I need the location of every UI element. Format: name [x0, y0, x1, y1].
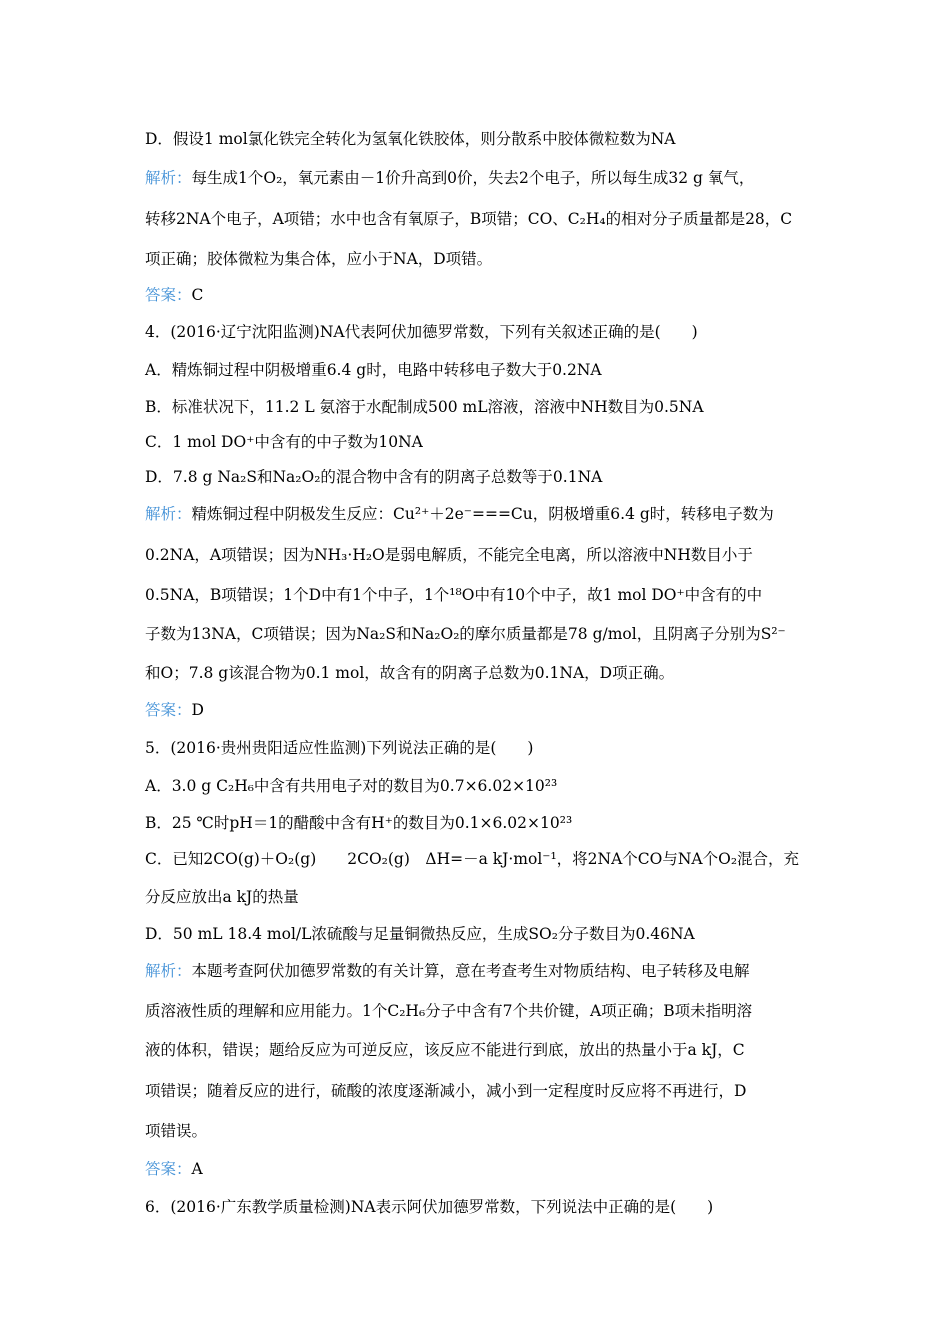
line-text: 6．(2016·广东教学质量检测)NA表示阿伏加德罗常数，下列说法中正确的是( ) [145, 1198, 714, 1216]
section-label: 解析： [145, 505, 192, 523]
answer-line [145, 1159, 203, 1179]
text-line [145, 1001, 752, 1021]
analysis-line [145, 961, 750, 981]
section-label: 解析： [145, 962, 192, 980]
text-line [145, 1081, 746, 1101]
text-line [145, 887, 299, 907]
line-text: 子数为13NA，C项错误；因为Na₂S和Na₂O₂的摩尔质量都是78 g/mol，且阴离子分别为S²⁻ [145, 625, 786, 643]
line-text: B．标准状况下，11.2 L 氨溶于水配制成500 mL溶液，溶液中NH数目为0.5NA [145, 398, 704, 416]
line-text: 0.5NA，B项错误；1个D中有1个中子，1个¹⁸O中有10个中子，故1 mol DO⁺中含有的中 [145, 586, 763, 604]
line-text: 项错误；随着反应的进行，硫酸的浓度逐渐减小，减小到一定程度时反应将不再进行，D [145, 1082, 747, 1100]
line-text: A．精炼铜过程中阴极增重6.4 g时，电路中转移电子数大于0.2NA [145, 361, 602, 379]
text-line [145, 738, 533, 758]
line-text: B．25 ℃时pH＝1的醋酸中含有H⁺的数目为0.1×6.02×10²³ [145, 814, 573, 832]
line-text: 本题考查阿伏加德罗常数的有关计算，意在考查考生对物质结构、电子转移及电解 [191, 962, 750, 980]
line-text: A．3.0 g C₂H₆中含有共用电子对的数目为0.7×6.02×10²³ [145, 777, 558, 795]
line-text: 和O；7.8 g该混合物为0.1 mol，故含有的阴离子总数为0.1NA，D项正确。 [145, 664, 675, 682]
text-line [145, 397, 704, 417]
analysis-line [145, 168, 754, 188]
text-line [145, 1121, 207, 1141]
section-label: 答案： [145, 701, 192, 719]
text-line [145, 249, 492, 269]
line-text: 质溶液性质的理解和应用能力。1个C₂H₆分子中含有7个共价键，A项正确；B项未指明溶 [145, 1002, 753, 1020]
line-text: 每生成1个O₂，氧元素由－1价升高到0价，失去2个电子，所以每生成32 g 氧气， [191, 169, 755, 187]
text-line [145, 585, 762, 605]
line-text: C．1 mol DO⁺中含有的中子数为10NA [145, 433, 423, 451]
text-line [145, 1040, 745, 1060]
line-text: D [191, 701, 204, 719]
answer-line [145, 700, 204, 720]
line-text: 转移2NA个电子，A项错；水中也含有氧原子，B项错；CO、C₂H₄的相对分子质量都是28，C [145, 210, 793, 228]
text-line [145, 776, 557, 796]
line-text: 5．(2016·贵州贵阳适应性监测)下列说法正确的是( ) [145, 739, 534, 757]
answer-line [145, 285, 203, 305]
text-line [145, 360, 602, 380]
line-text: 精炼铜过程中阴极发生反应：Cu²⁺＋2e⁻===Cu，阴极增重6.4 g时，转移电子数为 [191, 505, 774, 523]
line-text: C．已知2CO(g)＋O₂(g) 2CO₂(g) ΔH=－a kJ·mol⁻¹，将2NA个CO与NA个O₂混合，充 [145, 850, 800, 868]
text-line [145, 545, 753, 565]
text-line [145, 129, 675, 149]
text-line [145, 924, 695, 944]
text-line [145, 624, 786, 644]
text-line [145, 849, 799, 869]
line-text: 4．(2016·辽宁沈阳监测)NA代表阿伏加德罗常数，下列有关叙述正确的是( ) [145, 323, 698, 341]
line-text: D．假设1 mol氯化铁完全转化为氢氧化铁胶体，则分散系中胶体微粒数为NA [145, 130, 676, 148]
text-line [145, 813, 572, 833]
line-text: 项正确；胶体微粒为集合体，应小于NA，D项错。 [145, 250, 493, 268]
line-text: 液的体积，错误；题给反应为可逆反应，该反应不能进行到底，放出的热量小于a kJ，C [145, 1041, 745, 1059]
line-text: 项错误。 [145, 1122, 208, 1140]
analysis-line [145, 504, 774, 524]
section-label: 解析： [145, 169, 192, 187]
text-line [145, 663, 674, 683]
line-text: D．7.8 g Na₂S和Na₂O₂的混合物中含有的阴离子总数等于0.1NA [145, 468, 603, 486]
text-line [145, 209, 792, 229]
text-line [145, 322, 698, 342]
line-text: D．50 mL 18.4 mol/L浓硫酸与足量铜微热反应，生成SO₂分子数目为0.46NA [145, 925, 695, 943]
text-line [145, 467, 602, 487]
section-label: 答案： [145, 286, 192, 304]
section-label: 答案： [145, 1160, 192, 1178]
line-text: 分反应放出a kJ的热量 [145, 888, 299, 906]
line-text: 0.2NA，A项错误；因为NH₃·H₂O是弱电解质，不能完全电离，所以溶液中NH数目小于 [145, 546, 753, 564]
text-line [145, 1197, 713, 1217]
text-line [145, 432, 423, 452]
line-text: C [191, 286, 204, 304]
line-text: A [191, 1160, 203, 1178]
